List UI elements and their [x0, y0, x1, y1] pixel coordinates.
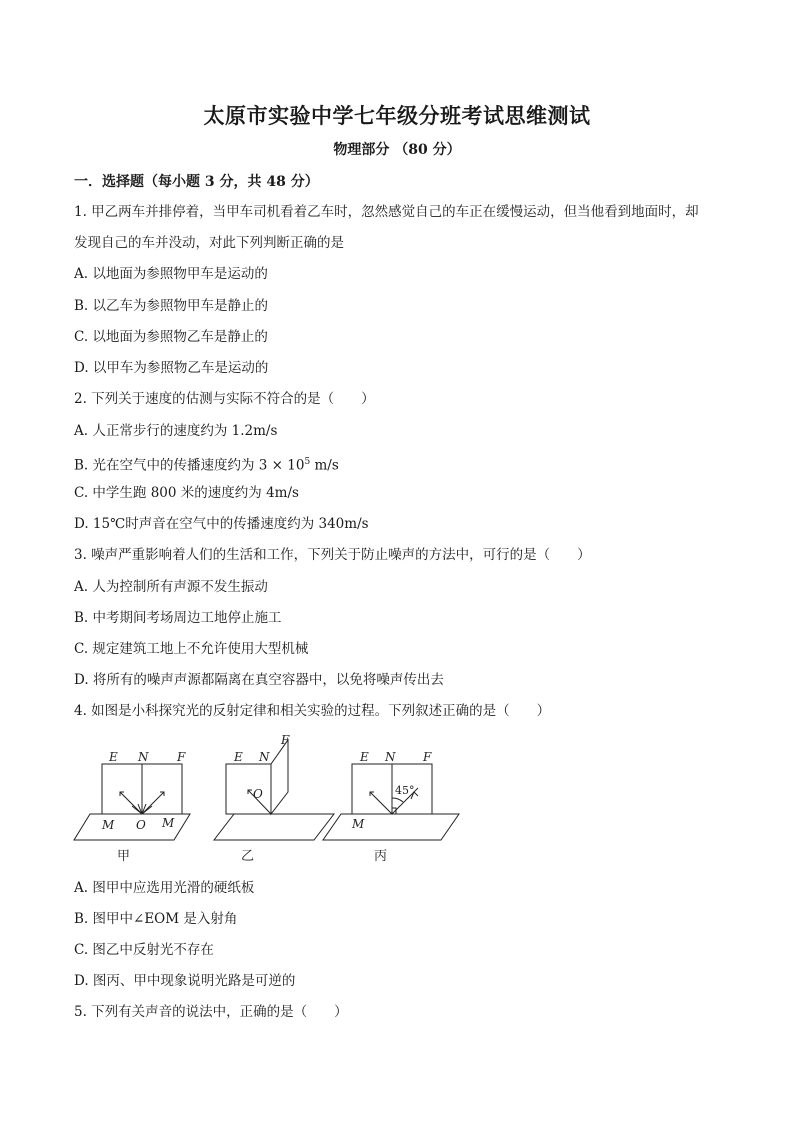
jia-label-m2: M: [162, 816, 175, 830]
jia-caption: 甲: [117, 849, 131, 864]
q2-option-c: C. 中学生跑 800 米的速度约为 4m/s: [74, 485, 299, 501]
q1-option-a: A. 以地面为参照物甲车是运动的: [74, 266, 268, 282]
q2-stem: 2. 下列关于速度的估测与实际不符合的是（ ）: [74, 391, 375, 407]
q1-option-c: C. 以地面为参照物乙车是静止的: [74, 329, 268, 345]
yi-label-n: N: [259, 750, 270, 764]
q4-option-d: D. 图丙、甲中现象说明光路是可逆的: [74, 973, 296, 989]
q1-option-d: D. 以甲车为参照物乙车是运动的: [74, 360, 269, 376]
q4-option-a: A. 图甲中应选用光滑的硬纸板: [74, 880, 255, 896]
jia-incident-ray: [120, 792, 142, 814]
q2-option-b-unit: m/s: [310, 457, 339, 474]
jia-reflected-ray: [142, 792, 164, 814]
bing-label-m: M: [352, 817, 365, 831]
section-subtitle: 物理部分 （80 分）: [333, 142, 461, 158]
q1-stem-line2: 发现自己的车并没动，对此下列判断正确的是: [74, 235, 344, 251]
jia-label-n: N: [138, 750, 149, 764]
q2-option-d: D. 15℃时声音在空气中的传播速度约为 340m/s: [74, 516, 369, 532]
q4-option-c: C. 图乙中反射光不存在: [74, 942, 214, 958]
bing-ray-left: [370, 792, 392, 814]
bing-label-f: F: [423, 750, 432, 764]
q3-option-d: D. 将所有的噪声声源都隔离在真空容器中，以免将噪声传出去: [74, 672, 444, 688]
jia-label-o: O: [136, 818, 146, 832]
q5-stem: 5. 下列有关声音的说法中，正确的是（ ）: [74, 1004, 348, 1020]
yi-cardboard-folded: [271, 740, 288, 814]
q1-stem-line1: 1. 甲乙两车并排停着，当甲车司机看着乙车时，忽然感觉自己的车正在缓慢运动，但当他看到地面时，却: [74, 204, 699, 220]
bing-caption: 丙: [374, 849, 388, 864]
q3-option-a: A. 人为控制所有声源不发生振动: [74, 579, 268, 595]
q4-option-b: B. 图甲中∠EOM 是入射角: [74, 911, 238, 927]
yi-label-e: E: [234, 750, 243, 764]
bing-mirror-plane: [323, 814, 459, 840]
q1-option-b: B. 以乙车为参照物甲车是静止的: [74, 298, 269, 314]
q2-option-a: A. 人正常步行的速度约为 1.2m/s: [74, 423, 278, 439]
yi-mirror-plane: [214, 814, 334, 840]
jia-label-e: E: [109, 750, 118, 764]
yi-label-f: F: [281, 733, 290, 747]
jia-label-f: F: [177, 750, 186, 764]
bing-label-e: E: [360, 750, 369, 764]
page-title: 太原市实验中学七年级分班考试思维测试: [203, 103, 591, 128]
bing-angle-label: 45°: [395, 784, 415, 797]
section-heading: 一．选择题（每小题 3 分，共 48 分）: [74, 174, 319, 190]
q3-stem: 3. 噪声严重影响着人们的生活和工作，下列关于防止噪声的方法中，可行的是（ ）: [74, 547, 591, 563]
bing-label-n: N: [385, 750, 396, 764]
q2-option-b-exponent: 5: [304, 457, 311, 467]
q2-option-b-text: B. 光在空气中的传播速度约为 3 × 10: [74, 457, 305, 474]
reflection-experiment-figure: [66, 732, 466, 872]
bing-angle-arc: [392, 798, 403, 802]
q3-option-b: B. 中考期间考场周边工地停止施工: [74, 610, 282, 626]
yi-caption: 乙: [241, 849, 255, 864]
yi-label-o: O: [253, 787, 263, 801]
jia-label-m1: M: [102, 818, 115, 832]
q4-stem: 4. 如图是小科探究光的反射定律和相关实验的过程。下列叙述正确的是（ ）: [74, 703, 551, 719]
q2-option-b: [74, 453, 339, 475]
q3-option-c: C. 规定建筑工地上不允许使用大型机械: [74, 641, 309, 657]
